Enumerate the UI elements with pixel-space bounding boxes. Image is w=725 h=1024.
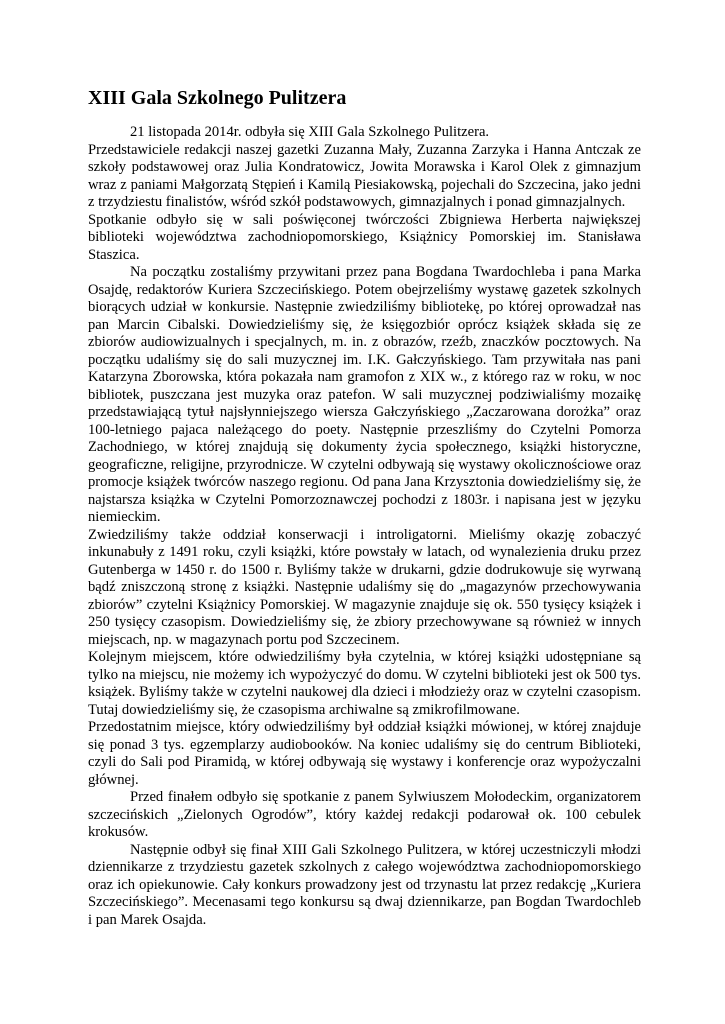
paragraph-final: Następnie odbył się finał XIII Gali Szkolnego Pulitzera, w której uczestniczyli młodzi dziennikarze z trzydziestu gazetek szkolnych z całego województwa zachodniopomorskiego oraz ich opiekunowie. Cały konkurs prowadzony jest od trzynastu lat przez redakcję „Kuriera Szczecińskiego”. Mecenasami tego konkursu są dwaj dziennikarze, pan Bogdan Twardochleb i pan Marek Osajda. xyxy=(88,841,641,928)
document-body xyxy=(88,124,641,929)
paragraph-audiobooks: Przedostatnim miejsce, który odwiedziliśmy był oddział książki mówionej, w której znajduje się ponad 3 tys. egzemplarzy audiobooków. Na koniec udaliśmy się do centrum Biblioteki, czyli do Sali pod Piramidą, w której odbywają się wystawy i konferencje oraz wypożyczalni głównej. xyxy=(88,719,641,788)
paragraph-date: 21 listopada 2014r. odbyła się XIII Gala Szkolnego Pulitzera. xyxy=(130,124,490,140)
paragraph-reading-room: Kolejnym miejscem, które odwiedziliśmy była czytelnia, w której książki udostępniane są tylko na miejscu, nie możemy ich wypożyczyć do domu. W czytelni biblioteki jest ok 500 tys. książek. Byliśmy także w czytelni naukowej dla dzieci i młodzieży oraz w czytelni czasopism. Tutaj dowiedzieliśmy się, że czasopisma archiwalne są zmikrofilmowane. xyxy=(88,649,641,718)
document-page xyxy=(88,86,641,929)
paragraph-library-tour: Na początku zostaliśmy przywitani przez pana Bogdana Twardochleba i pana Marka Osajdę, redaktorów Kuriera Szczecińskiego. Potem obejrzeliśmy wystawę gazetek szkolnych biorących udział w konkursie. Następnie zwiedziliśmy bibliotekę, po której oprowadzał nas pan Marcin Cibalski. Dowiedzieliśmy się, że księgozbiór oprócz książek składa się ze zbiorów audiowizualnych i specjalnych, m. in. z obrazów, rzeźb, znaczków pocztowych. Na początku udaliśmy się do sali muzycznej im. I.K. Gałczyńskiego. Tam przywitała nas pani Katarzyna Zborowska, która pokazała nam gramofon z XIX w., z którego raz w roku, w noc bibliotek, puszczana jest muzyka oraz patefon. W sali muzycznej podziwialiśmy mozaikę przedstawiającą tytuł najsłynniejszego wiersza Gałczyńskiego „Zaczarowana dorożka” oraz 100-letniego pajaca należącego do poety. Następnie przeszliśmy do Czytelni Pomorza Zachodniego, w której znajdują się dokumenty życia społecznego, książki historyczne, geograficzne, religijne, przyrodnicze. W czytelni odbywają się wystawy okolicznościowe oraz promocje książek twórców naszego regionu. Od pana Jana Krzysztonia dowiedzieliśmy się, że najstarsza książka w Czytelni Pomorzoznawczej pochodzi z 1803r. i napisana jest w języku niemieckim. xyxy=(88,264,641,525)
paragraph-participants: Przedstawiciele redakcji naszej gazetki Zuzanna Mały, Zuzanna Zarzyka i Hanna Antczak ze szkoły podstawowej oraz Julia Kondratowicz, Jowita Morawska i Karol Olek z gimnazjum wraz z paniami Małgorzatą Stępień i Kamilą Piesiakowską, pojechali do Szczecina, jako jedni z trzydziestu finalistów, wśród szkół podstawowych, gimnazjalnych i ponad gimnazjalnych. xyxy=(88,141,641,210)
paragraph-conservation: Zwiedziliśmy także oddział konserwacji i introligatorni. Mieliśmy okazję zobaczyć inkunabuły z 1491 roku, czyli książki, które powstały w latach, od wynalezienia druku przez Gutenberga w 1450 r. do 1500 r. Byliśmy także w drukarni, gdzie dodrukowuje się wyrwaną bądź zniszczoną stronę z książki. Następnie udaliśmy się do „magazynów przechowywania zbiorów” czytelni Książnicy Pomorskiej. W magazynie znajduje się ok. 550 tysięcy książek i 250 tysięcy czasopism. Dowiedzieliśmy się, że zbiory przechowywane są również w innych miejscach, np. w magazynach portu pod Szczecinem. xyxy=(88,526,641,648)
paragraph-venue: Spotkanie odbyło się w sali poświęconej twórczości Zbigniewa Herberta największej biblioteki województwa zachodniopomorskiego, Książnicy Pomorskiej im. Stanisława Staszica. xyxy=(88,211,641,263)
paragraph-meeting: Przed finałem odbyło się spotkanie z panem Sylwiuszem Mołodeckim, organizatorem szczecińskich „Zielonych Ogrodów”, który każdej redakcji podarował ok. 100 cebulek krokusów. xyxy=(88,789,641,840)
document-title: XIII Gala Szkolnego Pulitzera xyxy=(88,87,347,109)
